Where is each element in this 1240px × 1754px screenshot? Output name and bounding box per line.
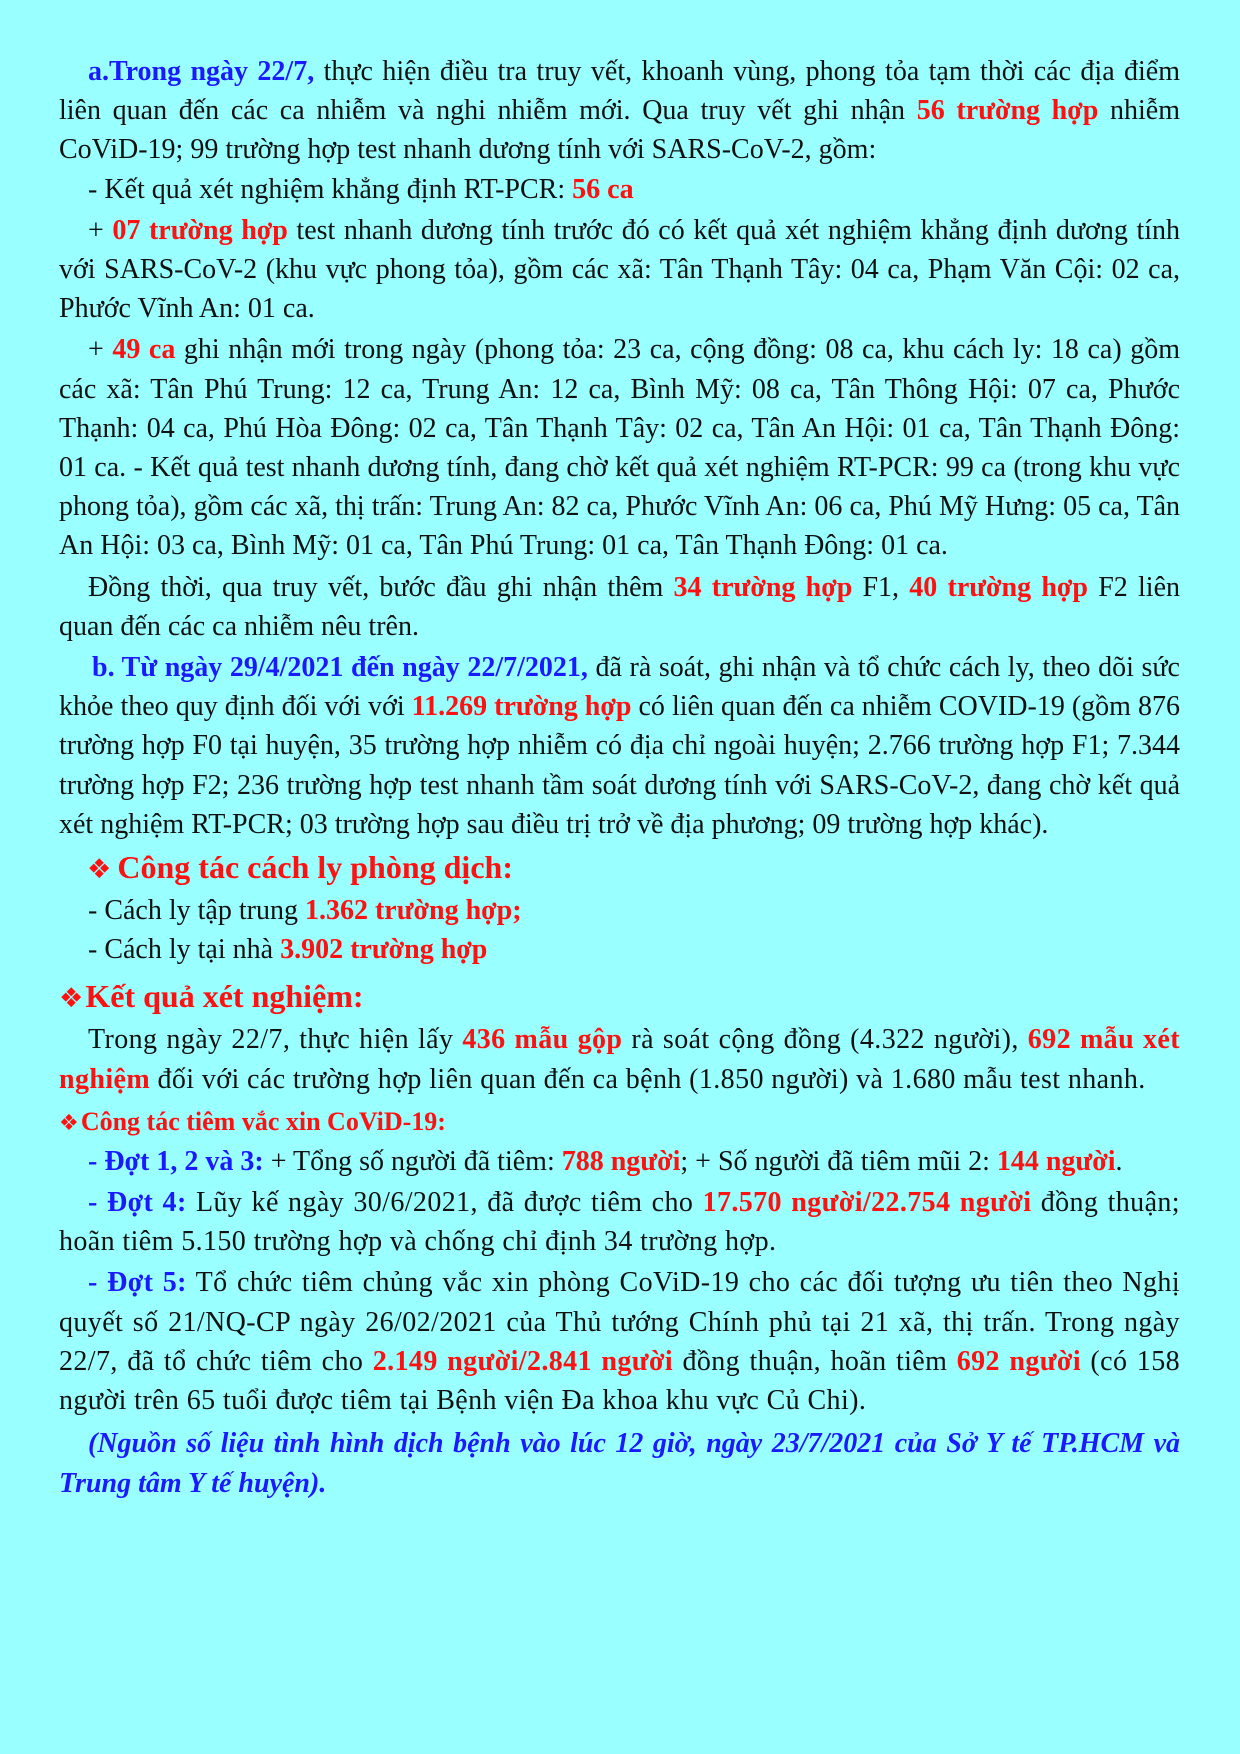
vaccination-round-4: - Đợt 4: Lũy kế ngày 30/6/2021, đã được tiêm cho 17.570 người/22.754 người đồng thuận; hoãn tiêm 5.150 trường hợp và chống chỉ định 34 trường hợp.: [59, 1187, 1180, 1258]
centralized-isolation-count: 1.362 trường hợp;: [304, 895, 522, 927]
isolation-heading: ❖ Công tác cách ly phòng dịch:: [87, 849, 513, 886]
source-note: (Nguồn số liệu tình hình dịch bệnh vào lúc 12 giờ, ngày 23/7/2021 của Sở Y tế TP.HCM và Trung tâm Y tế huyện).: [59, 1428, 1180, 1500]
pooled-samples-count: 436 mẫu gộp: [462, 1024, 623, 1056]
vaccinated-total: 788 người: [561, 1145, 681, 1177]
test-samples-count: 692 mẫu xét nghiệm: [59, 1024, 1180, 1095]
home-isolation-count: 3.902 trường hợp: [280, 934, 488, 966]
contacts-paragraph: Đồng thời, qua truy vết, bước đầu ghi nhận thêm 34 trường hợp F1, 40 trường hợp F2 liên quan đến các ca nhiễm nêu trên.: [59, 571, 1180, 642]
vaccination-round-5: - Đợt 5: Tổ chức tiêm chủng vắc xin phòng CoViD-19 cho các đối tượng ưu tiên theo Nghị quyết số 21/NQ-CP ngày 26/02/2021 của Thủ tướng Chính phủ tại 21 xã, thị trấn. Trong ngày 22/7, đã tổ chức tiêm cho 2.149 người/2.841 người đồng thuận, hoãn tiêm 692 người (có 158 người trên 65 tuổi được tiêm tại Bệnh viện Đa khoa khu vực Củ Chi).: [59, 1267, 1180, 1417]
vaccination-heading: ❖Công tác tiêm vắc xin CoViD-19:: [59, 1106, 446, 1136]
sub-item-new-cases: + 49 ca ghi nhận mới trong ngày (phong tỏa: 23 ca, cộng đồng: 08 ca, khu cách ly: 18 ca) gồm các xã: Tân Phú Trung: 12 ca, Trung An: 12 ca, Bình Mỹ: 08 ca, Tân Thông Hội: 07 ca, Phước Thạnh: 04 ca, Phú Hòa Đông: 02 ca, Tân Thạnh Tây: 02 ca, Tân An Hội: 01 ca, Tân Thạnh Đông: 01 ca. - Kết quả test nhanh dương tính, đang chờ kết quả xét nghiệm RT-PCR: 99 ca (trong khu vực phong tỏa), gồm các xã, thị trấn: Trung An: 82 ca, Phước Vĩnh An: 06 ca, Phú Mỹ Hưng: 05 ca, Tân An Hội: 03 ca, Bình Mỹ: 01 ca, Tân Phú Trung: 01 ca, Tân Thạnh Đông: 01 ca.: [59, 334, 1180, 562]
round-5-postponed: 692 người: [956, 1345, 1082, 1377]
total-count: 11.269 trường hợp: [411, 691, 632, 723]
testing-heading: ❖Kết quả xét nghiệm:: [59, 978, 364, 1015]
diamond-bullet-icon: ❖: [87, 854, 112, 886]
section-a-intro: a.Trong ngày 22/7, thực hiện điều tra truy vết, khoanh vùng, phong tỏa tạm thời các địa điểm liên quan đến các ca nhiễm và nghi nhiễm mới. Qua truy vết ghi nhận 56 trường hợp nhiễm CoViD-19; 99 trường hợp test nhanh dương tính với SARS-CoV-2, gồm:: [59, 56, 1180, 166]
isolation-item-centralized: - Cách ly tập trung 1.362 trường hợp;: [88, 895, 522, 927]
infected-count: 56 trường hợp: [916, 95, 1099, 127]
new-cases-count: 49 ca: [112, 334, 176, 366]
confirmed-count: 07 trường hợp: [112, 214, 288, 246]
pcr-result-line: - Kết quả xét nghiệm khẳng định RT-PCR: 56 ca: [88, 173, 634, 205]
section-b-lead: b. Từ ngày 29/4/2021 đến ngày 22/7/2021,: [92, 652, 588, 684]
isolation-item-home: - Cách ly tại nhà 3.902 trường hợp: [88, 934, 488, 966]
round-4-vaccinated: 17.570 người/22.754 người: [702, 1187, 1032, 1219]
second-dose-total: 144 người: [996, 1145, 1116, 1177]
diamond-bullet-icon: ❖: [59, 983, 84, 1015]
sub-item-confirmed: + 07 trường hợp test nhanh dương tính trước đó có kết quả xét nghiệm khẳng định dương tính với SARS-CoV-2 (khu vực phong tỏa), gồm các xã: Tân Thạnh Tây: 04 ca, Phạm Văn Cội: 02 ca, Phước Vĩnh An: 01 ca.: [59, 214, 1181, 325]
section-b-paragraph: b. Từ ngày 29/4/2021 đến ngày 22/7/2021, đã rà soát, ghi nhận và tổ chức cách ly, theo dõi sức khỏe theo quy định đối với với 11.269 trường hợp có liên quan đến ca nhiễm COVID-19 (gồm 876 trường hợp F0 tại huyện, 35 trường hợp nhiễm có địa chỉ ngoài huyện; 2.766 trường hợp F1; 7.344 trường hợp F2; 236 trường hợp test nhanh tầm soát dương tính với SARS-CoV-2, đang chờ kết quả xét nghiệm RT-PCR; 03 trường hợp sau điều trị trở về địa phương; 09 trường hợp khác).: [59, 652, 1180, 840]
pcr-count: 56 ca: [572, 173, 634, 205]
round-5-vaccinated: 2.149 người/2.841 người: [372, 1345, 674, 1377]
diamond-bullet-icon: ❖: [59, 1109, 79, 1136]
f1-count: 34 trường hợp: [673, 571, 853, 603]
section-a-lead: a.Trong ngày 22/7,: [88, 56, 315, 87]
vaccination-round-1-3: - Đợt 1, 2 và 3: + Tổng số người đã tiêm: 788 người; + Số người đã tiêm mũi 2: 144 người.: [88, 1145, 1123, 1177]
testing-paragraph: Trong ngày 22/7, thực hiện lấy 436 mẫu gộp rà soát cộng đồng (4.322 người), 692 mẫu xét nghiệm đối với các trường hợp liên quan đến ca bệnh (1.850 người) và 1.680 mẫu test nhanh.: [59, 1024, 1180, 1095]
f2-count: 40 trường hợp: [909, 571, 1088, 603]
